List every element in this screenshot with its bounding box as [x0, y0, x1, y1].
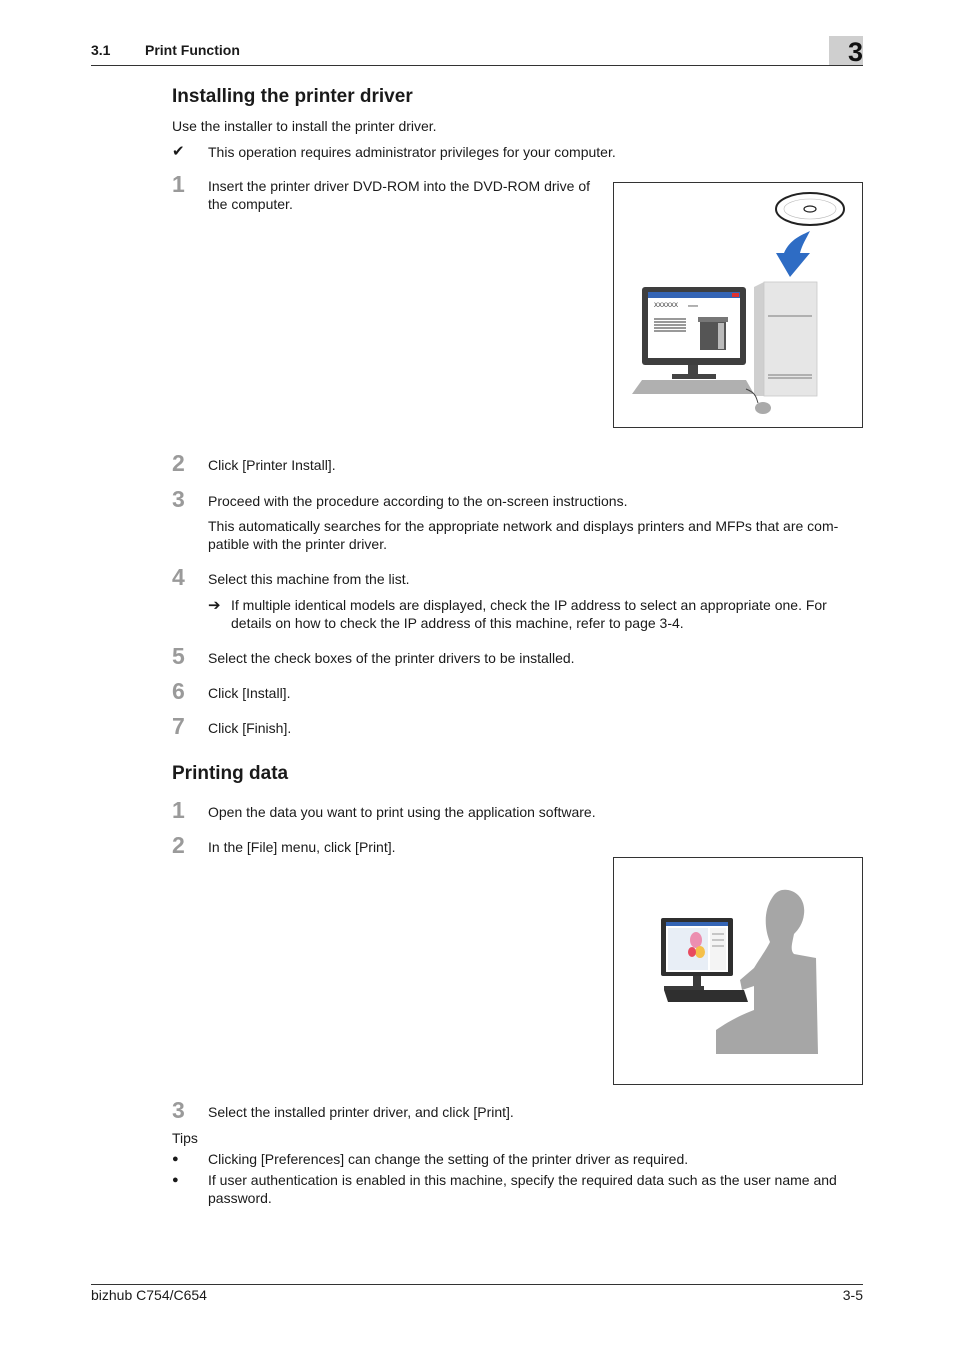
chapter-badge [829, 36, 863, 65]
user-at-computer-icon [661, 890, 818, 1054]
install-step-7-text: Click [Finish]. [208, 720, 292, 736]
printing-step-3-number: 3 [172, 1097, 185, 1123]
install-step-3-number: 3 [172, 486, 185, 512]
figure-insert-dvd [613, 182, 863, 428]
install-step-4-text: Select this machine from the list. [208, 571, 410, 587]
install-heading: Installing the printer driver [172, 86, 413, 107]
install-step-7-number: 7 [172, 713, 185, 739]
install-step-5-number: 5 [172, 643, 185, 669]
svg-text:xxxxx: xxxxx [688, 303, 698, 308]
printing-step-2-number: 2 [172, 832, 185, 858]
tip-item-1: Clicking [Preferences] can change the setting of the printer driver as required. [208, 1151, 689, 1167]
printing-step-2-text: In the [File] menu, click [Print]. [208, 839, 396, 855]
install-intro: Use the installer to install the printer driver. [172, 118, 437, 134]
install-step-2-number: 2 [172, 450, 185, 476]
header-rule [91, 65, 863, 66]
footer-product: bizhub C754/C654 [91, 1287, 207, 1303]
footer-rule [91, 1284, 863, 1285]
tip-item-2: If user authentication is enabled in this machine, specify the required data such as the user name and password. [208, 1172, 837, 1206]
insert-arrow-icon [776, 231, 810, 277]
figure-user-printing [613, 857, 863, 1085]
tips-label: Tips [172, 1130, 198, 1146]
install-step-3-note: This automatically searches for the appropriate network and displays printers and MFPs that are com-patible with the printer driver. [208, 518, 839, 552]
install-step-2-text: Click [Printer Install]. [208, 457, 336, 473]
install-step-3-text: Proceed with the procedure according to the on-screen instructions. [208, 493, 628, 509]
computer-icon [632, 282, 817, 414]
arrow-right-icon: ➔ [208, 597, 221, 614]
printing-step-3-text: Select the installed printer driver, and click [Print]. [208, 1104, 514, 1120]
install-step-6-text: Click [Install]. [208, 685, 291, 701]
dvd-icon [776, 193, 844, 225]
install-step-5-text: Select the check boxes of the printer drivers to be installed. [208, 650, 575, 666]
install-step-1-text: Insert the printer driver DVD-ROM into the DVD-ROM drive of the computer. [208, 178, 590, 212]
printing-step-1-number: 1 [172, 797, 185, 823]
install-step-4-number: 4 [172, 564, 185, 590]
bullet-icon: ● [172, 1174, 179, 1186]
header-section-title: Print Function [145, 42, 240, 58]
svg-text:XXXXXX: XXXXXX [654, 303, 679, 309]
bullet-icon: ● [172, 1153, 179, 1165]
printing-heading: Printing data [172, 763, 289, 784]
install-step-4-sub: If multiple identical models are displayed, check the IP address to select an appropriate one. For details on how to check the IP address of this machine, refer to page 3-4. [231, 597, 827, 631]
footer-page-number: 3-5 [842, 1287, 863, 1303]
printing-step-1-text: Open the data you want to print using the application software. [208, 804, 596, 820]
header-section-number: 3.1 [91, 42, 111, 58]
install-check-text: This operation requires administrator privileges for your computer. [208, 144, 616, 160]
install-step-6-number: 6 [172, 678, 185, 704]
install-step-1-number: 1 [172, 171, 185, 197]
chapter-number: 3 [847, 37, 863, 67]
check-mark-icon: ✔ [172, 143, 185, 160]
